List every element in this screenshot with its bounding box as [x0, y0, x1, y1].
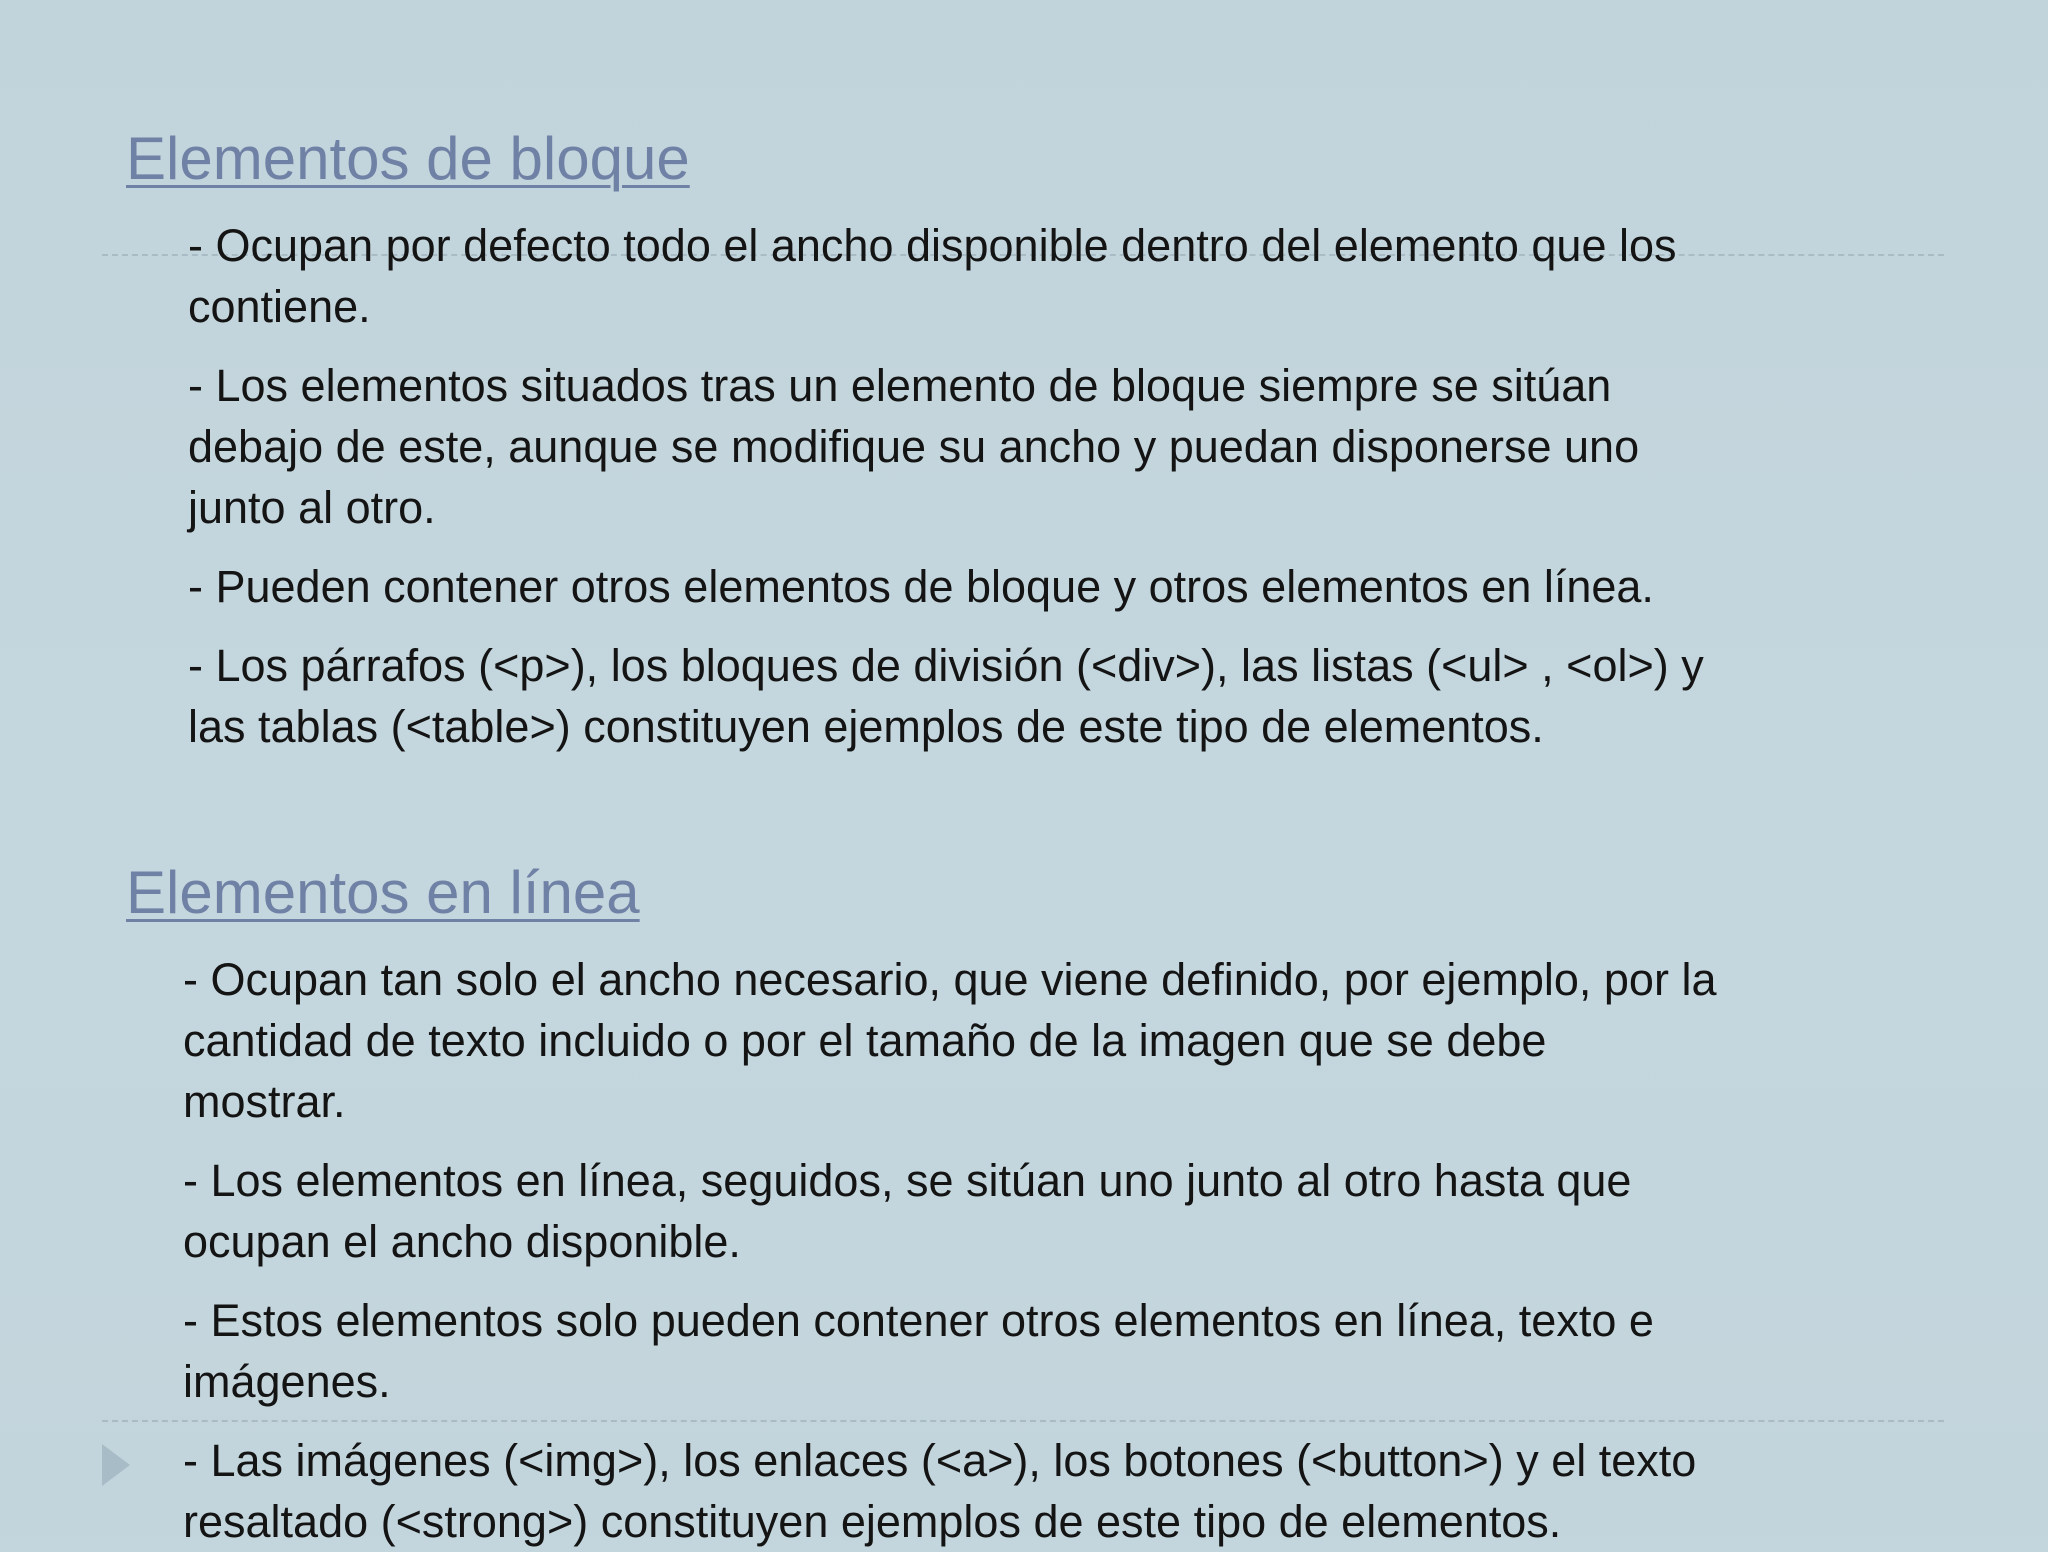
section-heading-inline-elements: Elementos en línea	[126, 859, 640, 926]
dashed-divider-bottom	[102, 1420, 1944, 1422]
inline-item-4: - Las imágenes (<img>), los enlaces (<a>), los botones (<button>) y el texto resaltado (<strong>) constituyen ejemplos de este tipo de elementos.	[183, 1435, 1697, 1547]
block-item-1: - Ocupan por defecto todo el ancho disponible dentro del elemento que los contiene.	[188, 220, 1677, 332]
inline-item-1: - Ocupan tan solo el ancho necesario, que viene definido, por ejemplo, por la cantidad de texto incluido o por el tamaño de la imagen que se debe mostrar.	[183, 954, 1717, 1127]
triangle-right-icon	[102, 1444, 130, 1486]
section-heading-block-elements: Elementos de bloque	[126, 125, 690, 192]
block-item-2: - Los elementos situados tras un elemento de bloque siempre se sitúan debajo de este, aunque se modifique su ancho y puedan disponerse uno junto al otro.	[188, 360, 1640, 533]
block-item-4: - Los párrafos (<p>), los bloques de división (<div>), las listas (<ul> , <ol>) y las tablas (<table>) constituyen ejemplos de este tipo de elementos.	[188, 640, 1704, 752]
inline-item-2: - Los elementos en línea, seguidos, se sitúan uno junto al otro hasta que ocupan el ancho disponible.	[183, 1155, 1632, 1267]
block-item-3: - Pueden contener otros elementos de bloque y otros elementos en línea.	[188, 561, 1654, 612]
inline-item-3: - Estos elementos solo pueden contener otros elementos en línea, texto e imágenes.	[183, 1295, 1654, 1407]
